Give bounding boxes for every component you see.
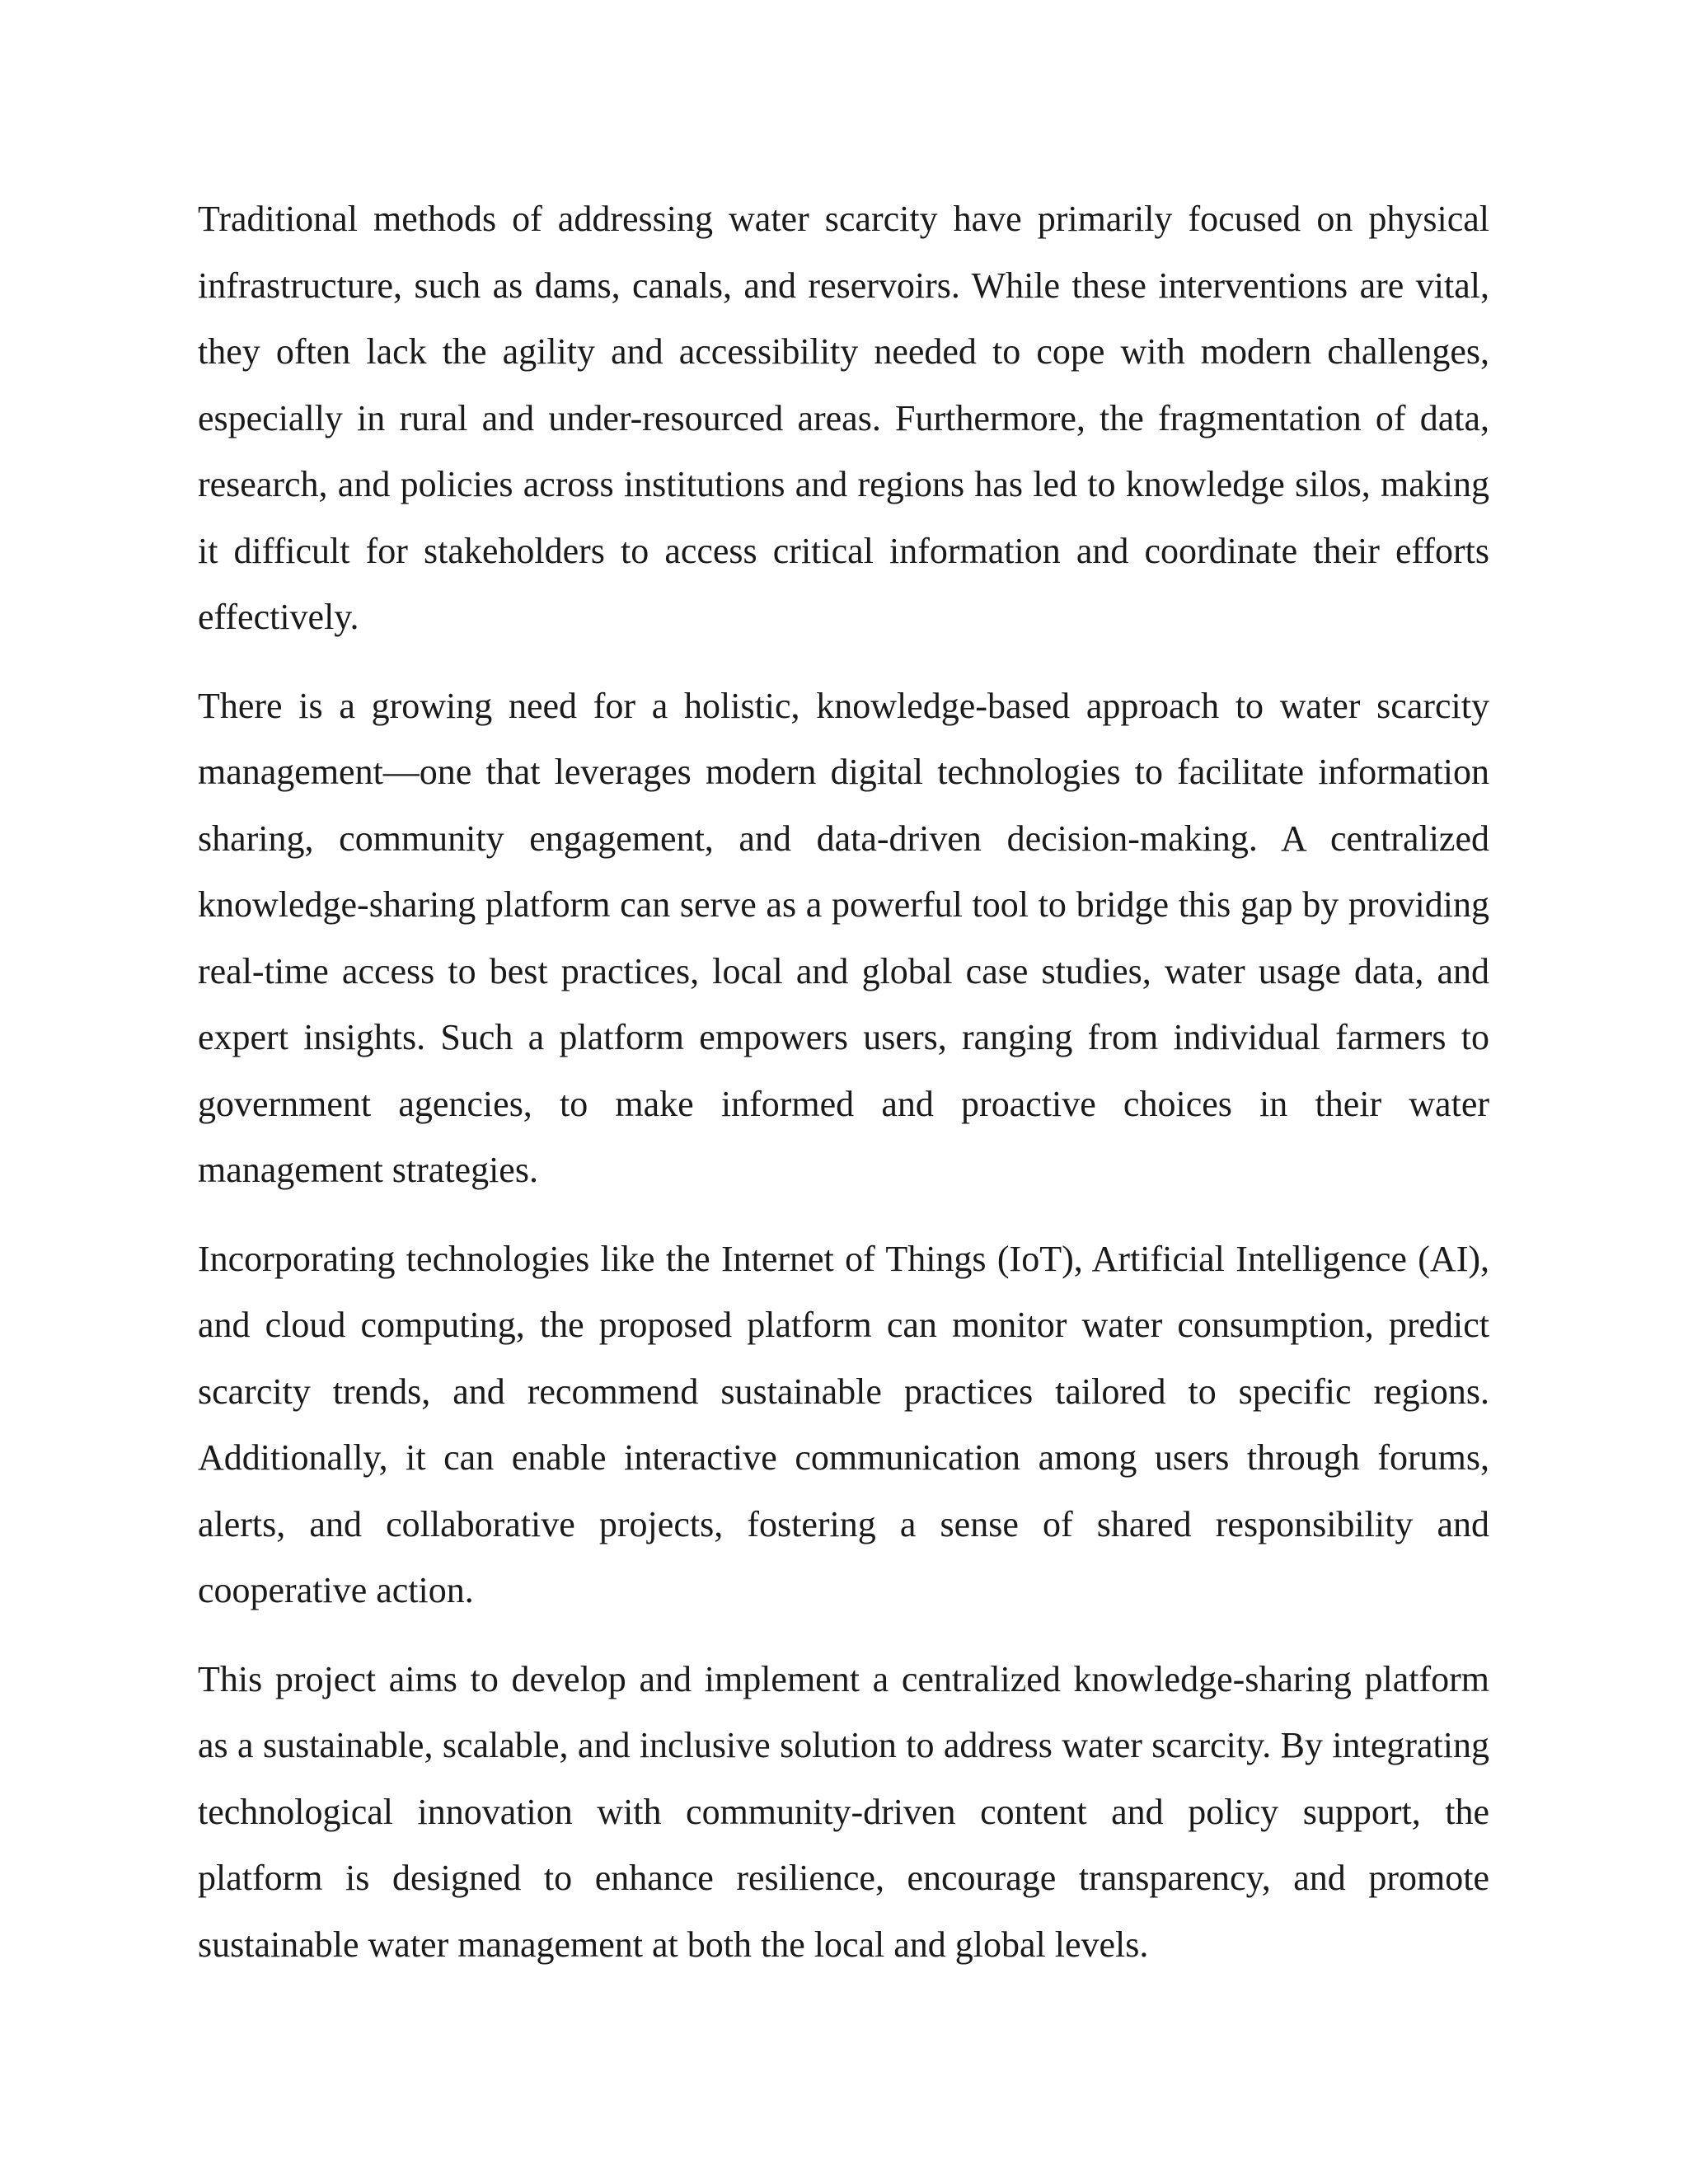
paragraph-knowledge-based-approach: There is a growing need for a holistic, knowledge-based approach to water scarcity management—one that leverages modern digital technologies to facilitate information sharing, community engagement, and data-driven decision-making. A centralized knowledge-sharing platform can serve as a powerful tool to bridge this gap by providing real-time access to best practices, local and global case studies, water usage data, and expert insights. Such a platform empowers users, ranging from individual farmers to government agencies, to make informed and proactive choices in their water management strategies. — [198, 685, 1489, 1190]
paragraph-infrastructure-limitations: Traditional methods of addressing water scarcity have primarily focused on physical infrastructure, such as dams, canals, and reservoirs. While these interventions are vital, they often lack the agility and accessibility needed to cope with modern challenges, especially in rural and under-resourced areas. Furthermore, the fragmentation of data, research, and policies across institutions and regions has led to knowledge silos, making it difficult for stakeholders to access critical information and coordinate their efforts effectively. — [198, 199, 1489, 637]
paragraph-project-aims: This project aims to develop and implement a centralized knowledge-sharing platform as a sustainable, scalable, and inclusive solution to address water scarcity. By integrating technological innovation with community-driven content and policy support, the platform is designed to enhance resilience, encourage transparency, and promote sustainable water management at both the local and global levels. — [198, 1658, 1489, 1965]
document-body — [198, 186, 1489, 1978]
paragraph-technologies: Incorporating technologies like the Internet of Things (IoT), Artificial Intelligence (AI), and cloud computing, the proposed platform can monitor water consumption, predict scarcity trends, and recommend sustainable practices tailored to specific regions. Additionally, it can enable interactive communication among users through forums, alerts, and collaborative projects, fostering a sense of shared responsibility and cooperative action. — [198, 1238, 1489, 1610]
